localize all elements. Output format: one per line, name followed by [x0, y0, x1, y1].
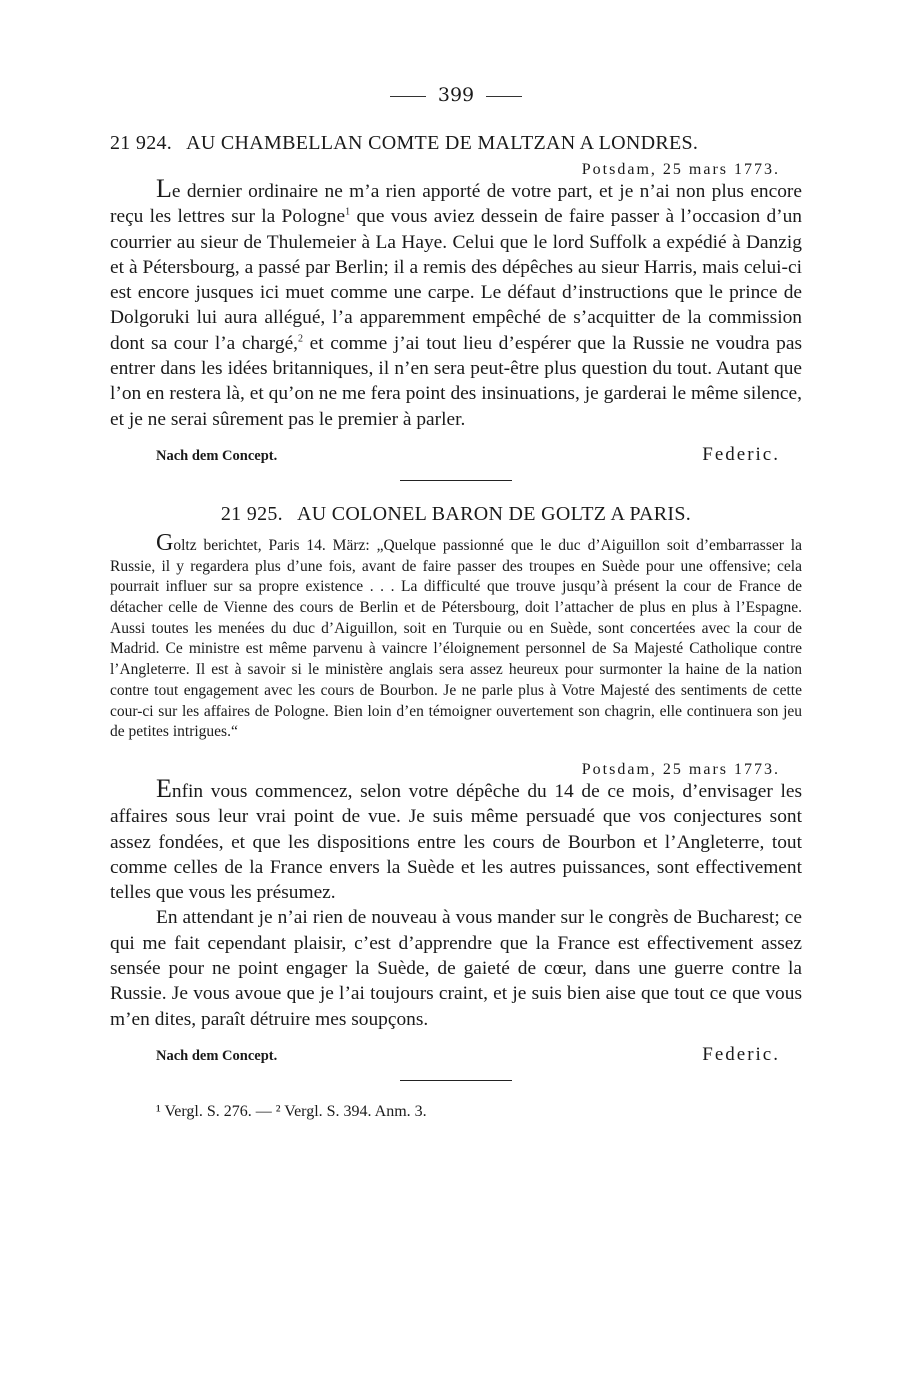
letter-2-body: [110, 774, 802, 1032]
page-number-text: 399: [437, 84, 475, 106]
page-number-dash-right: [486, 96, 522, 97]
letter-2-summary-paragraph: [110, 529, 802, 743]
letter-1-signature-block: [110, 434, 802, 466]
letter-1-text-b: que vous aviez dessein de faire passer à l’occasion d’un courrier au sieur de Thulemeier à La Haye. Celui que le lord Suffolk a expédié à Danzig et à Pétersbourg, a passé par Berlin; il a remis des dépêches au sieur Harris, mais celui-ci est encore jusques ici muet comme une carpe. Le défaut d’instructions que le prince de Dolgoruki lui aura allégué, l’a apparemment empêché de s’acquitter de la commission dont sa cour l’a chargé,: [110, 206, 803, 354]
letter-1-title: AU CHAMBELLAN COMTE DE MALTZAN A LONDRES.: [186, 132, 699, 154]
letter-1-heading: [110, 132, 802, 155]
page-number: [110, 84, 802, 114]
footnote-ref-1: 1: [345, 206, 351, 218]
document-page: [110, 84, 802, 1121]
letter-2-summary-text: oltz berichtet, Paris 14. März: „Quelque passionné que le duc d’Aiguillon soit d’embarrasser la Russie, il y regardera plus d’une fois, avant de faire passer des troupes en Suède pour une offensive; cela pourrait influer sur sa propre existence . . . La difficulté que trouve jusqu’à présent la cour de France de détacher celle de Vienne des cours de Berlin et de Pétersbourg, doit l’attacher de plus en plus à l’Espagne. Aussi toutes les menées du duc d’Aiguillon, soit en Turquie ou en Suède, sont concertées avec la cour de Madrid. Ce ministre est même parvenu à vaincre l’éloignement personnel de Sa Majesté Catholique contre l’Angleterre. Il est à savoir si le ministère anglais sera assez heureux pour surmonter la haine de la nation contre tout engagement avec les cours de Bourbon. Je ne parle plus à Votre Majesté des sentiments de cette cour-ci sur les affaires de Pologne. Bien loin d’en témoigner ouvertement son chagrin, elle continuera son jeu de petites intrigues.“: [110, 536, 802, 741]
section-divider: [400, 480, 512, 481]
letter-1-text-c: et comme j’ai tout lieu d’espérer que la Russie ne voudra pas entrer dans les idées britanniques, il n’en sera peut-être plus question du tout. Autant que l’on en restera là, et qu’on ne me fera point des insinuations, je garderai le même silence, et je ne serai sûrement pas le premier à parler.: [110, 332, 802, 430]
letter-2-paragraph-1: [110, 774, 802, 905]
letter-1-body: [110, 174, 803, 432]
letter-2-initial: E: [156, 774, 172, 803]
letter-2-summary: [110, 529, 802, 743]
letter-2-place-date: Potsdam, 25 mars 1773.: [581, 761, 780, 778]
letter-1-concept-note: Nach dem Concept.: [156, 447, 278, 464]
letter-2-concept-note: Nach dem Concept.: [156, 1047, 278, 1064]
letter-2-signature-block: [110, 1034, 802, 1066]
letter-1-text-a: e dernier ordinaire ne m’a rien apporté de votre part, et je n’ai non plus encore reçu les lettres sur la Pologne: [110, 181, 802, 228]
letter-2-number: 21 925.: [220, 502, 283, 525]
letter-1-signature: Federic.: [702, 443, 780, 465]
letter-1-number: 21 924.: [110, 132, 173, 154]
letter-2-signature: Federic.: [702, 1043, 780, 1065]
letter-1-place-date: Potsdam, 25 mars 1773.: [581, 161, 780, 178]
page-number-dash-left: [390, 96, 426, 97]
letter-2-summary-initial: G: [156, 529, 174, 556]
letter-1-initial: L: [156, 174, 172, 203]
footnote-ref-2: 2: [298, 333, 304, 345]
letter-1-paragraph: [110, 174, 803, 432]
letter-2-paragraph-2: En attendant je n’ai rien de nouveau à vous mander sur le congrès de Bucharest; ce qui me fait cependant plaisir, c’est d’apprendre que la France est effectivement assez sensée pour ne point engager la Suède, de gaieté de cœur, dans une guerre contre la Russie. Je vous avoue que je l’ai toujours craint, et je suis bien aise que tout ce que vous m’en dites, paraît détruire mes soupçons.: [110, 907, 802, 1030]
letter-2-heading: [110, 503, 802, 526]
letter-2-text-1: nfin vous commencez, selon votre dépêche du 14 de ce mois, d’envisager les affaires sous leur vrai point de vue. Je suis même persuadé que vos conjectures sont assez fondées, et que les dispositions entre les cours de Bourbon et l’Angleterre, tout comme celles de la France envers la Suède et les autres puissances, sont effectivement telles que vous les présumez.: [110, 781, 802, 904]
footnote-divider: [400, 1080, 512, 1081]
footnotes: ¹ Vergl. S. 276. — ² Vergl. S. 394. Anm. 3.: [156, 1102, 427, 1120]
letter-2-title: AU COLONEL BARON DE GOLTZ A PARIS.: [296, 502, 692, 525]
